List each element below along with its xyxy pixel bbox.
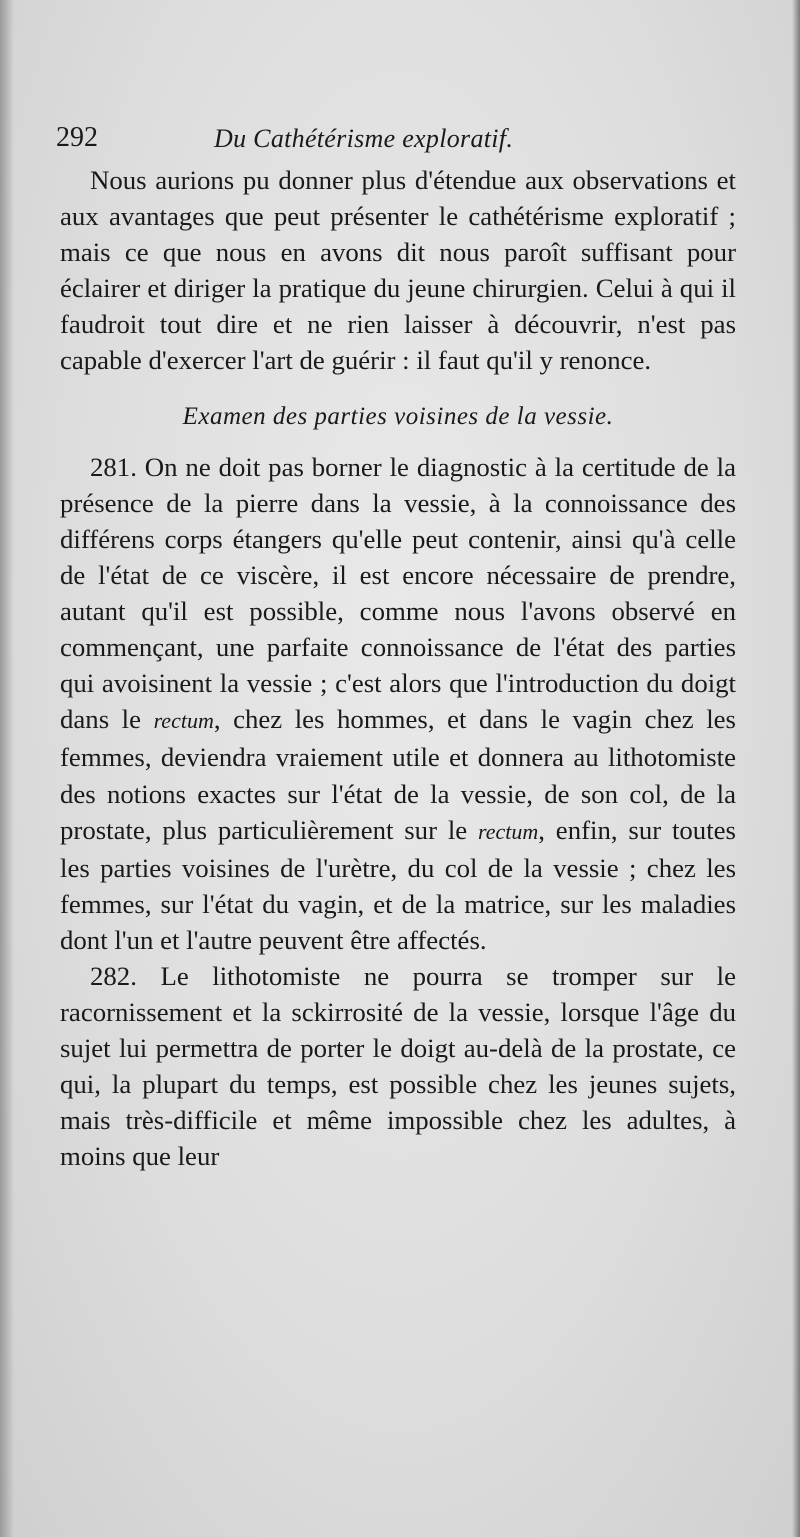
- paragraph-1: Nous aurions pu donner plus d'étendue aux observations et aux avantages que peut présenter le cathétérisme exploratif ; mais ce que nous en avons dit nous paroît suffisant pour éclairer et diriger la pratique du jeune chirurgien. Celui à qui il faudroit tout dire et ne rien laisser à découvrir, n'est pas capable d'exercer l'art de guérir : il faut qu'il y renonce.: [60, 165, 736, 376]
- paragraph-281: [60, 449, 736, 958]
- paragraph-number-282: 282.: [90, 960, 137, 991]
- running-head: Du Cathétérisme exploratif.: [214, 124, 514, 153]
- paragraph-281-text-a: On ne doit pas borner le diagnostic à la certitude de la présence de la pierre dans la vessie, à la connoissance des différens corps étangers qu'elle peut contenir, ainsi qu'à celle de l'état de ce viscère, il est encore nécessaire de prendre, autant qu'il est possible, comme nous l'avons observé en commençant, une parfaite connoissance de l'état des parties qui avoisinent la vessie ; c'est alors que l'introduction du doigt dans le: [60, 451, 736, 735]
- paragraph-282: [60, 958, 736, 1175]
- paragraph-282-text: Le lithotomiste ne pourra se tromper sur le racornissement et la sckirrosité de la vessie, lorsque l'âge du sujet lui permettra de porter le doigt au-delà de la prostate, ce qui, la plupart du temps, est possible chez les jeunes sujets, mais très-difficile et même impossible chez les adultes, à moins que leur: [60, 960, 736, 1172]
- term-rectum-2: rectum: [478, 818, 539, 844]
- section-title: Examen des parties voisines de la vessie.: [182, 402, 614, 430]
- term-rectum-1: rectum: [153, 708, 214, 734]
- page-number: 292: [56, 122, 98, 153]
- body-text: [60, 162, 736, 1175]
- paragraph-number-281: 281.: [90, 451, 137, 482]
- paragraph-281-text-c: , enfin, sur toutes les parties voisines de l'urètre, du col de la vessie ; chez les femmes, sur l'état du vagin, et de la matrice, sur les maladies dont l'un et l'autre peuvent être affectés.: [60, 814, 736, 955]
- page-header: [56, 122, 746, 162]
- paragraph-281-text-b: , chez les hommes, et dans le vagin chez les femmes, deviendra vraiement utile et donnera au lithotomiste des notions exactes sur l'état de la vessie, de son col, de la prostate, plus particulièrement sur le: [60, 704, 736, 845]
